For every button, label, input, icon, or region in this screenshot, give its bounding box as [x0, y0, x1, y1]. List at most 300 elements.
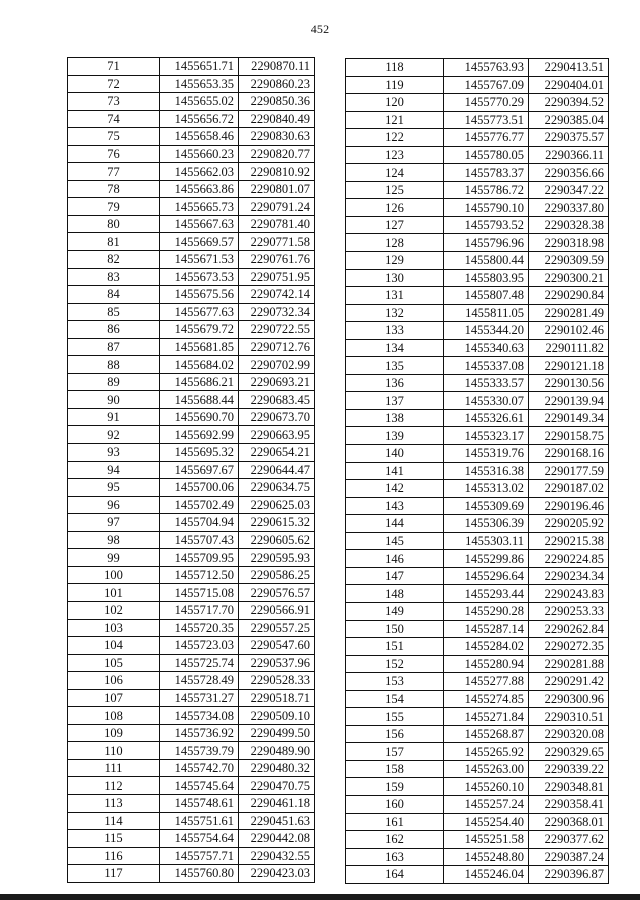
x-coordinate-cell: 1455663.86: [160, 180, 239, 198]
y-coordinate-cell: 2290451.63: [239, 812, 315, 830]
x-coordinate-cell: 1455681.85: [160, 338, 239, 356]
x-coordinate-cell: 1455793.52: [444, 216, 529, 234]
x-coordinate-cell: 1455299.86: [444, 550, 529, 568]
point-number-cell: 152: [346, 655, 444, 673]
x-coordinate-cell: 1455263.00: [444, 760, 529, 778]
y-coordinate-cell: 2290820.77: [239, 145, 315, 163]
point-number-cell: 148: [346, 585, 444, 603]
x-coordinate-cell: 1455271.84: [444, 708, 529, 726]
x-coordinate-cell: 1455260.10: [444, 778, 529, 796]
x-coordinate-cell: 1455748.61: [160, 794, 239, 812]
y-coordinate-cell: 2290130.56: [529, 374, 609, 392]
x-coordinate-cell: 1455246.04: [444, 866, 529, 884]
x-coordinate-cell: 1455274.85: [444, 690, 529, 708]
y-coordinate-cell: 2290385.04: [529, 111, 609, 129]
table-row: [346, 673, 609, 691]
table-row: [68, 356, 315, 374]
point-number-cell: 107: [68, 689, 160, 707]
table-row: [68, 847, 315, 865]
point-number-cell: 114: [68, 812, 160, 830]
y-coordinate-cell: 2290366.11: [529, 146, 609, 164]
x-coordinate-cell: 1455660.23: [160, 145, 239, 163]
y-coordinate-cell: 2290528.33: [239, 672, 315, 690]
point-number-cell: 160: [346, 795, 444, 813]
point-number-cell: 71: [68, 58, 160, 76]
table-row: [68, 496, 315, 514]
point-number-cell: 108: [68, 707, 160, 725]
point-number-cell: 84: [68, 286, 160, 304]
point-number-cell: 80: [68, 215, 160, 233]
table-row: [346, 602, 609, 620]
y-coordinate-cell: 2290518.71: [239, 689, 315, 707]
x-coordinate-cell: 1455803.95: [444, 269, 529, 287]
x-coordinate-cell: 1455326.61: [444, 409, 529, 427]
point-number-cell: 75: [68, 128, 160, 146]
table-row: [346, 304, 609, 322]
x-coordinate-cell: 1455723.03: [160, 637, 239, 655]
x-coordinate-cell: 1455284.02: [444, 638, 529, 656]
x-coordinate-cell: 1455745.64: [160, 777, 239, 795]
table-row: [346, 164, 609, 182]
page-number: 452: [310, 22, 330, 36]
point-number-cell: 141: [346, 462, 444, 480]
x-coordinate-cell: 1455811.05: [444, 304, 529, 322]
x-coordinate-cell: 1455667.63: [160, 215, 239, 233]
table-row: [346, 181, 609, 199]
y-coordinate-cell: 2290751.95: [239, 268, 315, 286]
point-number-cell: 134: [346, 339, 444, 357]
y-coordinate-cell: 2290576.57: [239, 584, 315, 602]
point-number-cell: 101: [68, 584, 160, 602]
y-coordinate-cell: 2290377.62: [529, 831, 609, 849]
table-row: [68, 233, 315, 251]
x-coordinate-cell: 1455688.44: [160, 391, 239, 409]
table-row: [68, 601, 315, 619]
point-number-cell: 145: [346, 532, 444, 550]
point-number-cell: 72: [68, 75, 160, 93]
point-number-cell: 136: [346, 374, 444, 392]
table-row: [68, 461, 315, 479]
table-row: [346, 252, 609, 270]
y-coordinate-cell: 2290644.47: [239, 461, 315, 479]
table-row: [346, 515, 609, 533]
point-number-cell: 102: [68, 601, 160, 619]
table-row: [68, 93, 315, 111]
table-row: [68, 408, 315, 426]
point-number-cell: 91: [68, 408, 160, 426]
y-coordinate-cell: 2290111.82: [529, 339, 609, 357]
table-row: [346, 760, 609, 778]
x-coordinate-cell: 1455280.94: [444, 655, 529, 673]
table-row: [68, 654, 315, 672]
table-row: [346, 94, 609, 112]
x-coordinate-cell: 1455675.56: [160, 286, 239, 304]
y-coordinate-cell: 2290461.18: [239, 794, 315, 812]
x-coordinate-cell: 1455790.10: [444, 199, 529, 217]
point-number-cell: 151: [346, 638, 444, 656]
point-number-cell: 112: [68, 777, 160, 795]
x-coordinate-cell: 1455707.43: [160, 531, 239, 549]
point-number-cell: 95: [68, 479, 160, 497]
x-coordinate-cell: 1455268.87: [444, 725, 529, 743]
point-number-cell: 153: [346, 673, 444, 691]
x-coordinate-cell: 1455340.63: [444, 339, 529, 357]
y-coordinate-cell: 2290300.96: [529, 690, 609, 708]
table-row: [346, 59, 609, 77]
table-row: [68, 777, 315, 795]
y-coordinate-cell: 2290224.85: [529, 550, 609, 568]
x-coordinate-cell: 1455656.72: [160, 110, 239, 128]
table-row: [346, 866, 609, 884]
x-coordinate-cell: 1455296.64: [444, 567, 529, 585]
x-coordinate-cell: 1455303.11: [444, 532, 529, 550]
point-number-cell: 97: [68, 514, 160, 532]
table-row: [68, 830, 315, 848]
x-coordinate-cell: 1455254.40: [444, 813, 529, 831]
table-row: [68, 584, 315, 602]
table-row: [346, 357, 609, 375]
y-coordinate-cell: 2290102.46: [529, 322, 609, 340]
x-coordinate-cell: 1455290.28: [444, 602, 529, 620]
point-number-cell: 156: [346, 725, 444, 743]
point-number-cell: 138: [346, 409, 444, 427]
point-number-cell: 81: [68, 233, 160, 251]
y-coordinate-cell: 2290196.46: [529, 497, 609, 515]
point-number-cell: 143: [346, 497, 444, 515]
point-number-cell: 115: [68, 830, 160, 848]
x-coordinate-cell: 1455313.02: [444, 480, 529, 498]
table-row: [68, 794, 315, 812]
x-coordinate-cell: 1455731.27: [160, 689, 239, 707]
point-number-cell: 147: [346, 567, 444, 585]
point-number-cell: 118: [346, 59, 444, 77]
y-coordinate-cell: 2290423.03: [239, 865, 315, 883]
table-row: [68, 549, 315, 567]
table-row: [346, 813, 609, 831]
table-row: [68, 251, 315, 269]
y-coordinate-cell: 2290557.25: [239, 619, 315, 637]
table-row: [346, 462, 609, 480]
table-row: [346, 76, 609, 94]
y-coordinate-cell: 2290605.62: [239, 531, 315, 549]
point-number-cell: 163: [346, 848, 444, 866]
point-number-cell: 146: [346, 550, 444, 568]
point-number-cell: 154: [346, 690, 444, 708]
table-row: [346, 199, 609, 217]
table-row: [68, 707, 315, 725]
x-coordinate-cell: 1455796.96: [444, 234, 529, 252]
x-coordinate-cell: 1455665.73: [160, 198, 239, 216]
table-row: [346, 392, 609, 410]
point-number-cell: 73: [68, 93, 160, 111]
point-number-cell: 159: [346, 778, 444, 796]
point-number-cell: 132: [346, 304, 444, 322]
y-coordinate-cell: 2290318.98: [529, 234, 609, 252]
table-row: [346, 585, 609, 603]
table-row: [346, 480, 609, 498]
table-row: [68, 58, 315, 76]
point-number-cell: 83: [68, 268, 160, 286]
y-coordinate-cell: 2290320.08: [529, 725, 609, 743]
table-row: [68, 110, 315, 128]
point-number-cell: 144: [346, 515, 444, 533]
x-coordinate-cell: 1455739.79: [160, 742, 239, 760]
x-coordinate-cell: 1455251.58: [444, 831, 529, 849]
x-coordinate-cell: 1455673.53: [160, 268, 239, 286]
point-number-cell: 117: [68, 865, 160, 883]
y-coordinate-cell: 2290394.52: [529, 94, 609, 112]
x-coordinate-cell: 1455309.69: [444, 497, 529, 515]
point-number-cell: 74: [68, 110, 160, 128]
coordinate-table-left: [67, 57, 315, 883]
point-number-cell: 129: [346, 252, 444, 270]
x-coordinate-cell: 1455344.20: [444, 322, 529, 340]
x-coordinate-cell: 1455702.49: [160, 496, 239, 514]
point-number-cell: 127: [346, 216, 444, 234]
y-coordinate-cell: 2290158.75: [529, 427, 609, 445]
x-coordinate-cell: 1455763.93: [444, 59, 529, 77]
table-row: [346, 725, 609, 743]
y-coordinate-cell: 2290634.75: [239, 479, 315, 497]
x-coordinate-cell: 1455697.67: [160, 461, 239, 479]
x-coordinate-cell: 1455686.21: [160, 373, 239, 391]
y-coordinate-cell: 2290281.88: [529, 655, 609, 673]
y-coordinate-cell: 2290615.32: [239, 514, 315, 532]
x-coordinate-cell: 1455293.44: [444, 585, 529, 603]
x-coordinate-cell: 1455337.08: [444, 357, 529, 375]
x-coordinate-cell: 1455786.72: [444, 181, 529, 199]
table-row: [68, 742, 315, 760]
table-row: [346, 497, 609, 515]
point-number-cell: 150: [346, 620, 444, 638]
y-coordinate-cell: 2290310.51: [529, 708, 609, 726]
table-row: [346, 269, 609, 287]
y-coordinate-cell: 2290234.34: [529, 567, 609, 585]
y-coordinate-cell: 2290358.41: [529, 795, 609, 813]
x-coordinate-cell: 1455767.09: [444, 76, 529, 94]
table-row: [346, 234, 609, 252]
x-coordinate-cell: 1455728.49: [160, 672, 239, 690]
x-coordinate-cell: 1455655.02: [160, 93, 239, 111]
y-coordinate-cell: 2290586.25: [239, 566, 315, 584]
y-coordinate-cell: 2290840.49: [239, 110, 315, 128]
y-coordinate-cell: 2290177.59: [529, 462, 609, 480]
point-number-cell: 104: [68, 637, 160, 655]
x-coordinate-cell: 1455700.06: [160, 479, 239, 497]
point-number-cell: 142: [346, 480, 444, 498]
x-coordinate-cell: 1455807.48: [444, 287, 529, 305]
table-row: [68, 286, 315, 304]
x-coordinate-cell: 1455679.72: [160, 321, 239, 339]
table-row: [346, 409, 609, 427]
point-number-cell: 111: [68, 759, 160, 777]
y-coordinate-cell: 2290442.08: [239, 830, 315, 848]
x-coordinate-cell: 1455287.14: [444, 620, 529, 638]
x-coordinate-cell: 1455669.57: [160, 233, 239, 251]
x-coordinate-cell: 1455677.63: [160, 303, 239, 321]
x-coordinate-cell: 1455800.44: [444, 252, 529, 270]
y-coordinate-cell: 2290375.57: [529, 129, 609, 147]
x-coordinate-cell: 1455712.50: [160, 566, 239, 584]
y-coordinate-cell: 2290356.66: [529, 164, 609, 182]
y-coordinate-cell: 2290205.92: [529, 515, 609, 533]
point-number-cell: 140: [346, 445, 444, 463]
x-coordinate-cell: 1455751.61: [160, 812, 239, 830]
table-row: [68, 724, 315, 742]
y-coordinate-cell: 2290187.02: [529, 480, 609, 498]
y-coordinate-cell: 2290781.40: [239, 215, 315, 233]
table-row: [68, 444, 315, 462]
y-coordinate-cell: 2290801.07: [239, 180, 315, 198]
x-coordinate-cell: 1455734.08: [160, 707, 239, 725]
y-coordinate-cell: 2290262.84: [529, 620, 609, 638]
point-number-cell: 164: [346, 866, 444, 884]
point-number-cell: 157: [346, 743, 444, 761]
table-row: [346, 287, 609, 305]
point-number-cell: 128: [346, 234, 444, 252]
x-coordinate-cell: 1455671.53: [160, 251, 239, 269]
table-row: [68, 566, 315, 584]
table-row: [346, 778, 609, 796]
x-coordinate-cell: 1455780.05: [444, 146, 529, 164]
point-number-cell: 93: [68, 444, 160, 462]
point-number-cell: 103: [68, 619, 160, 637]
table-row: [68, 215, 315, 233]
x-coordinate-cell: 1455277.88: [444, 673, 529, 691]
y-coordinate-cell: 2290243.83: [529, 585, 609, 603]
point-number-cell: 158: [346, 760, 444, 778]
x-coordinate-cell: 1455715.08: [160, 584, 239, 602]
scan-edge-bar: [0, 894, 640, 900]
y-coordinate-cell: 2290413.51: [529, 59, 609, 77]
table-row: [68, 180, 315, 198]
point-number-cell: 116: [68, 847, 160, 865]
y-coordinate-cell: 2290673.70: [239, 408, 315, 426]
table-row: [346, 445, 609, 463]
table-row: [346, 708, 609, 726]
y-coordinate-cell: 2290683.45: [239, 391, 315, 409]
y-coordinate-cell: 2290139.94: [529, 392, 609, 410]
x-coordinate-cell: 1455776.77: [444, 129, 529, 147]
y-coordinate-cell: 2290253.33: [529, 602, 609, 620]
table-row: [346, 374, 609, 392]
table-row: [346, 111, 609, 129]
table-row: [68, 426, 315, 444]
y-coordinate-cell: 2290547.60: [239, 637, 315, 655]
y-coordinate-cell: 2290396.87: [529, 866, 609, 884]
y-coordinate-cell: 2290654.21: [239, 444, 315, 462]
table-row: [68, 163, 315, 181]
table-row: [68, 637, 315, 655]
x-coordinate-cell: 1455658.46: [160, 128, 239, 146]
table-row: [68, 812, 315, 830]
y-coordinate-cell: 2290810.92: [239, 163, 315, 181]
x-coordinate-cell: 1455692.99: [160, 426, 239, 444]
y-coordinate-cell: 2290489.90: [239, 742, 315, 760]
table-row: [68, 321, 315, 339]
table-body: [68, 58, 315, 883]
table-row: [346, 690, 609, 708]
point-number-cell: 122: [346, 129, 444, 147]
y-coordinate-cell: 2290281.49: [529, 304, 609, 322]
y-coordinate-cell: 2290509.10: [239, 707, 315, 725]
x-coordinate-cell: 1455695.32: [160, 444, 239, 462]
y-coordinate-cell: 2290328.38: [529, 216, 609, 234]
table-row: [68, 672, 315, 690]
point-number-cell: 92: [68, 426, 160, 444]
x-coordinate-cell: 1455720.35: [160, 619, 239, 637]
y-coordinate-cell: 2290329.65: [529, 743, 609, 761]
table-row: [346, 339, 609, 357]
y-coordinate-cell: 2290215.38: [529, 532, 609, 550]
x-coordinate-cell: 1455684.02: [160, 356, 239, 374]
table-row: [346, 216, 609, 234]
point-number-cell: 139: [346, 427, 444, 445]
y-coordinate-cell: 2290702.99: [239, 356, 315, 374]
table-row: [68, 128, 315, 146]
x-coordinate-cell: 1455653.35: [160, 75, 239, 93]
point-number-cell: 149: [346, 602, 444, 620]
point-number-cell: 87: [68, 338, 160, 356]
x-coordinate-cell: 1455319.76: [444, 445, 529, 463]
x-coordinate-cell: 1455770.29: [444, 94, 529, 112]
x-coordinate-cell: 1455783.37: [444, 164, 529, 182]
table-row: [346, 743, 609, 761]
x-coordinate-cell: 1455323.17: [444, 427, 529, 445]
y-coordinate-cell: 2290771.58: [239, 233, 315, 251]
table-row: [68, 75, 315, 93]
x-coordinate-cell: 1455754.64: [160, 830, 239, 848]
table-row: [346, 848, 609, 866]
point-number-cell: 131: [346, 287, 444, 305]
table-row: [346, 638, 609, 656]
y-coordinate-cell: 2290742.14: [239, 286, 315, 304]
table-row: [68, 479, 315, 497]
y-coordinate-cell: 2290625.03: [239, 496, 315, 514]
y-coordinate-cell: 2290337.80: [529, 199, 609, 217]
table-row: [346, 532, 609, 550]
point-number-cell: 113: [68, 794, 160, 812]
y-coordinate-cell: 2290290.84: [529, 287, 609, 305]
x-coordinate-cell: 1455757.71: [160, 847, 239, 865]
x-coordinate-cell: 1455333.57: [444, 374, 529, 392]
table-row: [68, 373, 315, 391]
table-row: [346, 322, 609, 340]
x-coordinate-cell: 1455742.70: [160, 759, 239, 777]
y-coordinate-cell: 2290663.95: [239, 426, 315, 444]
point-number-cell: 82: [68, 251, 160, 269]
x-coordinate-cell: 1455725.74: [160, 654, 239, 672]
table-row: [68, 619, 315, 637]
table-row: [346, 655, 609, 673]
point-number-cell: 126: [346, 199, 444, 217]
point-number-cell: 125: [346, 181, 444, 199]
y-coordinate-cell: 2290368.01: [529, 813, 609, 831]
point-number-cell: 85: [68, 303, 160, 321]
x-coordinate-cell: 1455662.03: [160, 163, 239, 181]
x-coordinate-cell: 1455773.51: [444, 111, 529, 129]
table-row: [68, 268, 315, 286]
point-number-cell: 79: [68, 198, 160, 216]
point-number-cell: 106: [68, 672, 160, 690]
y-coordinate-cell: 2290595.93: [239, 549, 315, 567]
table-row: [68, 689, 315, 707]
y-coordinate-cell: 2290850.36: [239, 93, 315, 111]
point-number-cell: 100: [68, 566, 160, 584]
table-row: [68, 198, 315, 216]
y-coordinate-cell: 2290722.55: [239, 321, 315, 339]
y-coordinate-cell: 2290761.76: [239, 251, 315, 269]
